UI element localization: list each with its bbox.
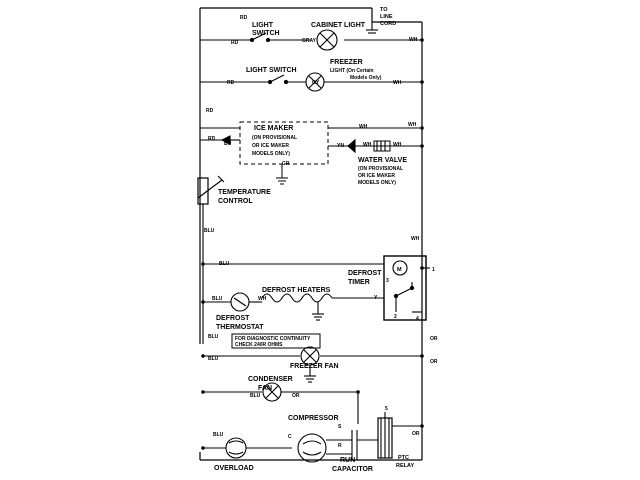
run-capacitor-label-1: RUN <box>340 457 356 464</box>
condenser-fan-label-2: FAN <box>258 385 272 392</box>
wire-code-label: WH <box>408 122 417 128</box>
run-capacitor-label-2: CAPACITOR <box>332 466 373 473</box>
wire-code-label: R <box>338 443 342 449</box>
temperature-control-label-1: TEMPERATURE <box>218 189 271 196</box>
light-switch-cabinet-label-2: SWITCH <box>252 30 280 37</box>
wire-code-label: Y <box>374 295 378 301</box>
line-cord-label-1: TO <box>380 7 388 13</box>
wire-code-label: C <box>288 434 292 440</box>
wire-code-label: WH <box>411 236 420 242</box>
ice-maker-label-4: MODELS ONLY) <box>252 151 290 157</box>
wire-code-label: BU <box>224 141 232 147</box>
wire-code-label: OR <box>412 431 420 437</box>
overload-label: OVERLOAD <box>214 465 254 472</box>
timer-terminal-4: 4 <box>416 316 419 322</box>
wire-code-label: GRAY <box>302 38 316 44</box>
defrost-heaters-label: DEFROST HEATERS <box>262 287 331 294</box>
wire-code-label: YN <box>337 143 344 149</box>
water-valve-label-4: MODELS ONLY) <box>358 180 396 186</box>
ice-maker-label-1: ICE MAKER <box>254 125 294 132</box>
temperature-control-label-2: CONTROL <box>218 198 253 205</box>
wire-code-label: GR <box>282 161 290 167</box>
wire-code-label: OR <box>430 336 438 342</box>
defrost-timer-label-2: TIMER <box>348 279 370 286</box>
wire-code-label: BLU <box>212 296 223 302</box>
freezer-light-label-1: FREEZER <box>330 59 363 66</box>
ice-maker-label-3: OR ICE MAKER <box>252 143 289 149</box>
defrost-thermostat-label-1: DEFROST <box>216 315 250 322</box>
wire-code-group <box>204 15 438 449</box>
ground-icemaker <box>276 164 288 184</box>
timer-terminal-3: 3 <box>386 278 389 284</box>
wire-code-label: RD <box>240 15 248 21</box>
timer-motor-glyph: M <box>397 267 402 273</box>
wire-code-label: S <box>338 424 342 430</box>
wire-code-label: BLU <box>250 393 261 399</box>
light-switch-cabinet-label-1: LIGHT <box>252 22 273 29</box>
junction-dots <box>201 38 424 450</box>
water-valve-label-3: OR ICE MAKER <box>358 173 395 179</box>
line-cord-label-2: LINE <box>380 14 393 20</box>
wire-code-label: BLU <box>208 356 219 362</box>
freezer-light-label-2: LIGHT (On Certain <box>330 68 374 74</box>
cabinet-light-label: CABINET LIGHT <box>311 22 366 29</box>
wire-code-label: RD <box>227 80 235 86</box>
line-cord-terminal <box>366 22 378 33</box>
wire-code-label: WH <box>359 124 368 130</box>
condenser-fan-label-1: CONDENSER <box>248 376 293 383</box>
freezer-fan-label: FREEZER FAN <box>290 363 339 370</box>
water-valve-label-2: (ON PROVISIONAL <box>358 166 404 172</box>
wire-code-label: WH <box>409 37 418 43</box>
timer-terminal-2: 2 <box>394 314 397 320</box>
ptc-terminal-5: 5 <box>385 406 388 412</box>
wire-code-label: WH <box>258 296 267 302</box>
diagnostic-note-line-2: CHECK 240R OHMS <box>235 342 283 348</box>
defrost-timer-body <box>384 256 426 320</box>
wire-code-label: GY <box>312 80 320 86</box>
ptc-relay-label-2: RELAY <box>396 463 415 469</box>
defrost-timer-label-1: DEFROST <box>348 270 382 277</box>
wire-code-label: OR <box>292 393 300 399</box>
wire-code-label: WH <box>393 80 402 86</box>
wire-code-label: BLU <box>208 334 219 340</box>
light-switch-freezer-label: LIGHT SWITCH <box>246 67 297 74</box>
wire-code-label: RD <box>231 40 239 46</box>
ice-maker-label-2: (ON PROVISIONAL <box>252 135 298 141</box>
wire-code-label: RD <box>208 136 216 142</box>
defrost-timer-circuit <box>384 256 435 322</box>
wire-code-label: RD <box>206 108 214 114</box>
wire-code-label: OR <box>430 359 438 365</box>
wire-code-label: WH <box>393 142 402 148</box>
wire-code-label: WH <box>363 142 372 148</box>
wire-code-label: BLU <box>213 432 224 438</box>
water-valve-label-1: WATER VALVE <box>358 157 407 164</box>
wire-code-label: BLU <box>219 261 230 267</box>
timer-terminal-1: 1 <box>432 267 435 273</box>
line-cord-label-3: CORD <box>380 21 397 27</box>
wire-code-label: BLU <box>204 228 215 234</box>
defrost-thermostat-label-2: THERMOSTAT <box>216 324 264 331</box>
freezer-light-label-3: Models Only) <box>350 75 382 81</box>
compressor-label: COMPRESSOR <box>288 415 339 422</box>
ptc-relay-label-1: PTC <box>398 455 409 461</box>
diagnostic-note-line-1: FOR DIAGNOSTIC CONTINUITY <box>235 336 311 342</box>
